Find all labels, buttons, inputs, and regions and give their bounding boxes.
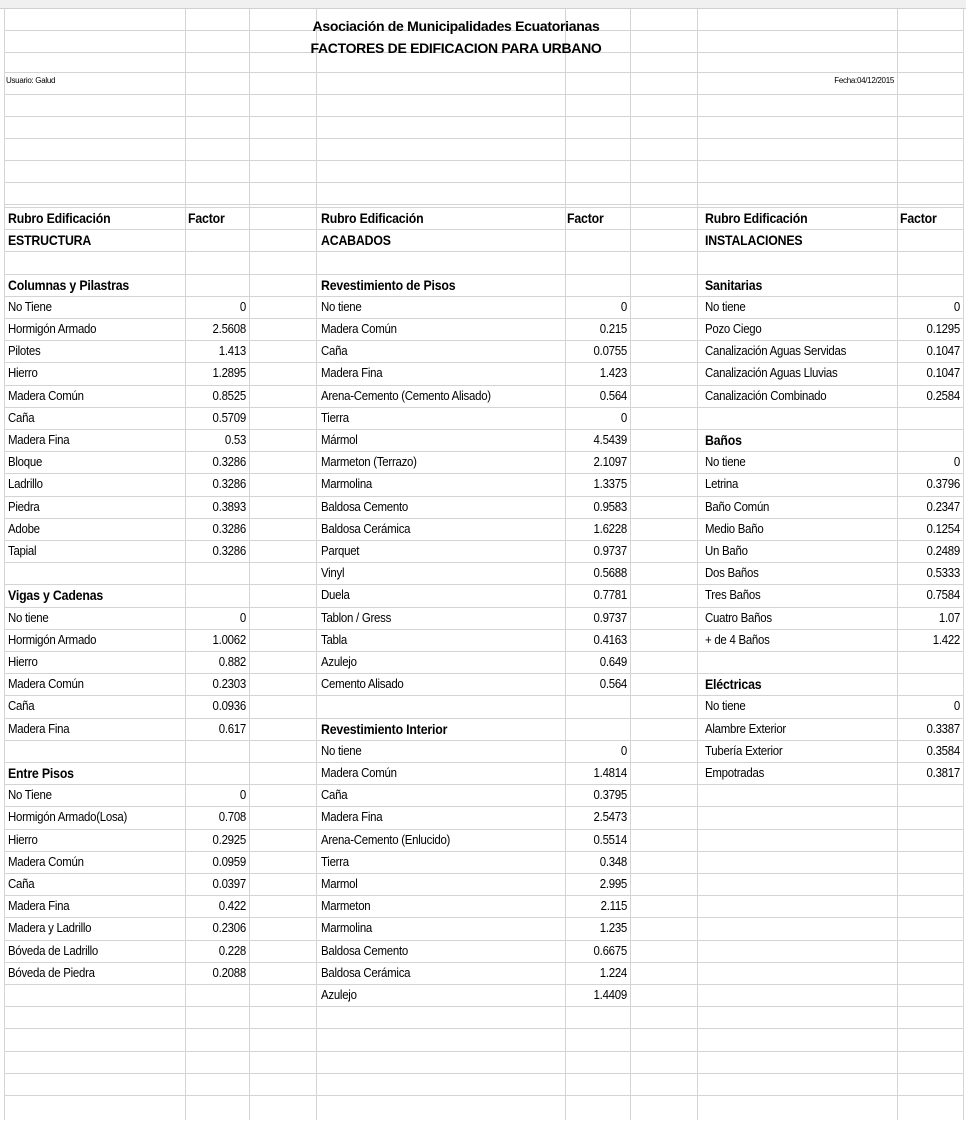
item-factor: 2.1097 — [593, 454, 627, 470]
grid-row-line — [4, 318, 963, 319]
item-factor: 0 — [953, 298, 960, 314]
grid-row-line — [4, 160, 963, 161]
item-label: Arena-Cemento (Enlucido) — [321, 831, 451, 847]
grid-row-line — [4, 562, 963, 563]
item-label: Pilotes — [8, 343, 41, 359]
grid-row-line — [4, 138, 963, 139]
item-label: Cemento Alisado — [321, 676, 404, 692]
grid-column-line — [185, 8, 186, 1120]
grid-row-line — [4, 1095, 963, 1096]
group-heading: Baños — [705, 432, 742, 448]
item-factor: 0.564 — [599, 387, 627, 403]
item-label: Hormigón Armado — [8, 631, 97, 647]
item-factor: 0.3796 — [926, 476, 960, 492]
item-label: Canalización Aguas Lluvias — [705, 365, 838, 381]
item-label: Dos Baños — [705, 565, 759, 581]
grid-row-line — [4, 695, 963, 696]
item-label: Bóveda de Ladrillo — [8, 942, 99, 958]
item-factor: 0.617 — [218, 720, 246, 736]
item-label: Canalización Combinado — [705, 387, 827, 403]
item-label: Hormigón Armado(Losa) — [8, 809, 128, 825]
item-label: Medio Baño — [705, 520, 764, 536]
item-label: No tiene — [321, 742, 362, 758]
grid-row-line — [4, 1006, 963, 1007]
item-label: Baldosa Cerámica — [321, 964, 411, 980]
grid-row-line — [4, 718, 963, 719]
grid-row-line — [4, 429, 963, 430]
grid-row-line — [4, 784, 963, 785]
item-label: Madera Común — [321, 321, 397, 336]
item-factor: 0 — [239, 787, 246, 803]
grid-row-line — [4, 917, 963, 918]
item-factor: 0.3795 — [593, 787, 627, 803]
item-factor: 0.7584 — [926, 587, 960, 603]
item-factor: 0.228 — [218, 942, 246, 958]
item-label: Ladrillo — [8, 476, 43, 492]
grid-row-line — [4, 940, 963, 941]
item-label: Madera Común — [8, 853, 84, 869]
item-factor: 0.9737 — [593, 543, 627, 558]
item-label: Tierra — [321, 409, 349, 425]
group-heading: Revestimiento Interior — [321, 720, 448, 737]
item-label: Madera Fina — [321, 809, 383, 825]
group-heading: Eléctricas — [705, 676, 762, 693]
item-factor: 0.5333 — [926, 565, 960, 581]
item-label: Mármol — [321, 432, 358, 447]
grid-row-line — [4, 629, 963, 630]
date-label: Fecha:04/12/2015 — [834, 76, 894, 85]
item-factor: 0 — [239, 298, 246, 314]
grid-row-line — [4, 829, 963, 830]
item-label: Vinyl — [321, 565, 345, 581]
item-label: Empotradas — [705, 765, 765, 780]
item-label: No tiene — [705, 454, 746, 470]
grid-row-line — [4, 762, 963, 763]
item-label: Hormigón Armado — [8, 321, 97, 336]
item-label: Madera Fina — [321, 365, 383, 381]
grid-row-line — [4, 496, 963, 497]
item-label: No tiene — [705, 298, 746, 314]
sheet-top-border — [0, 0, 966, 9]
grid-row-line — [4, 806, 963, 807]
item-factor: 0.0959 — [212, 853, 246, 869]
item-label: Caña — [8, 876, 35, 891]
grid-row-line — [4, 116, 963, 117]
item-factor: 0.0936 — [212, 698, 246, 714]
item-factor: 2.5473 — [593, 809, 627, 825]
item-label: Tierra — [321, 853, 349, 869]
item-label: Pozo Ciego — [705, 321, 762, 336]
grid-row-line — [4, 895, 963, 896]
grid-column-line — [897, 8, 898, 1120]
grid-row-line — [4, 607, 963, 608]
item-label: Bóveda de Piedra — [8, 964, 95, 980]
item-factor: 1.423 — [599, 365, 627, 381]
item-label: Tabla — [321, 631, 348, 647]
item-factor: 1.4409 — [593, 987, 627, 1002]
item-label: Baldosa Cemento — [321, 498, 408, 514]
category-heading: INSTALACIONES — [705, 232, 803, 249]
item-label: Caña — [8, 698, 35, 714]
grid-row-line — [4, 518, 963, 519]
item-factor: 0.215 — [599, 321, 627, 336]
item-factor: 0.1047 — [926, 343, 960, 359]
item-label: Madera Fina — [8, 720, 70, 736]
item-label: Piedra — [8, 498, 40, 514]
item-label: No Tiene — [8, 787, 52, 803]
column-header-rubro: Rubro Edificación — [8, 210, 111, 226]
item-factor: 0.3387 — [926, 720, 960, 736]
item-factor: 0.422 — [218, 898, 246, 914]
item-factor: 0.0397 — [212, 876, 246, 891]
item-label: Marmolina — [321, 476, 373, 492]
item-factor: 1.4814 — [593, 765, 627, 780]
column-header-factor: Factor — [567, 210, 604, 226]
item-label: Caña — [8, 409, 35, 425]
column-header-rubro: Rubro Edificación — [321, 210, 424, 226]
item-factor: 2.995 — [599, 876, 627, 891]
item-factor: 0.9737 — [593, 609, 627, 625]
item-factor: 0.649 — [599, 654, 627, 669]
grid-column-line — [697, 8, 698, 1120]
item-label: Hierro — [8, 365, 38, 381]
item-factor: 0.1047 — [926, 365, 960, 381]
item-label: Hierro — [8, 654, 38, 669]
grid-row-line — [4, 540, 963, 541]
item-label: Bloque — [8, 454, 43, 470]
item-factor: 0.3584 — [926, 742, 960, 758]
item-label: Caña — [321, 787, 348, 803]
item-factor: 1.0062 — [212, 631, 246, 647]
item-label: No tiene — [705, 698, 746, 714]
group-heading: Vigas y Cadenas — [8, 587, 104, 604]
grid-row-line — [4, 94, 963, 95]
item-factor: 0.2303 — [212, 676, 246, 692]
grid-row-line — [4, 851, 963, 852]
item-label: Hierro — [8, 831, 38, 847]
item-factor: 0.5514 — [593, 831, 627, 847]
grid-row-line — [4, 251, 963, 252]
grid-row-line — [4, 873, 963, 874]
item-label: No tiene — [321, 298, 362, 314]
item-factor: 0.0755 — [593, 343, 627, 359]
item-factor: 0 — [239, 609, 246, 625]
item-label: Letrina — [705, 476, 739, 492]
item-factor: 1.422 — [932, 631, 960, 647]
item-factor: 0.9583 — [593, 498, 627, 514]
grid-row-line — [4, 182, 963, 183]
grid-column-line — [630, 8, 631, 1120]
item-factor: 0.2584 — [926, 387, 960, 403]
grid-row-line — [4, 1028, 963, 1029]
item-label: Tapial — [8, 543, 37, 558]
grid-row-line — [4, 673, 963, 674]
report-subtitle: FACTORES DE EDIFICACION PARA URBANO — [310, 40, 602, 56]
category-heading: ESTRUCTURA — [8, 232, 92, 249]
grid-row-line — [4, 274, 963, 275]
grid-row-line — [4, 451, 963, 452]
item-factor: 0.2088 — [212, 964, 246, 980]
item-factor: 1.3375 — [593, 476, 627, 492]
item-factor: 1.413 — [218, 343, 246, 359]
user-label: Usuario: Galud — [6, 76, 56, 85]
group-heading: Columnas y Pilastras — [8, 276, 130, 293]
item-label: Madera Fina — [8, 898, 70, 914]
grid-row-line — [4, 651, 963, 652]
item-label: Un Baño — [705, 543, 748, 558]
grid-row-line — [4, 584, 963, 585]
group-heading: Sanitarias — [705, 276, 763, 293]
item-label: Caña — [321, 343, 348, 359]
grid-row-line — [4, 296, 963, 297]
item-factor: 0.564 — [599, 676, 627, 692]
item-label: Tablon / Gress — [321, 609, 392, 625]
item-label: Madera Fina — [8, 432, 70, 447]
item-factor: 0.1295 — [926, 321, 960, 336]
item-factor: 0.2925 — [212, 831, 246, 847]
item-label: No tiene — [8, 609, 49, 625]
item-label: Marmol — [321, 876, 358, 891]
item-factor: 0.708 — [218, 809, 246, 825]
item-factor: 0.5709 — [212, 409, 246, 425]
item-label: Duela — [321, 587, 350, 603]
grid-row-line — [4, 962, 963, 963]
item-label: Adobe — [8, 520, 40, 536]
item-factor: 1.2895 — [212, 365, 246, 381]
item-label: Azulejo — [321, 654, 357, 669]
item-factor: 0.882 — [218, 654, 246, 669]
item-factor: 0.3817 — [926, 765, 960, 780]
item-factor: 0.7781 — [593, 587, 627, 603]
item-factor: 2.5608 — [212, 321, 246, 336]
item-factor: 0.3286 — [212, 454, 246, 470]
item-factor: 2.115 — [600, 898, 627, 914]
item-factor: 0 — [620, 409, 627, 425]
item-label: Madera y Ladrillo — [8, 920, 92, 936]
item-factor: 1.6228 — [593, 520, 627, 536]
item-label: Baño Común — [705, 498, 770, 514]
item-label: Marmeton (Terrazo) — [321, 454, 417, 470]
column-header-factor: Factor — [900, 210, 937, 226]
item-factor: 4.5439 — [593, 432, 627, 447]
item-factor: 0.4163 — [593, 631, 627, 647]
item-factor: 0.3286 — [212, 520, 246, 536]
item-factor: 0.2306 — [212, 920, 246, 936]
grid-row-line — [4, 204, 963, 205]
report-title: Asociación de Municipalidades Ecuatorianas — [312, 18, 600, 34]
item-label: Marmolina — [321, 920, 373, 936]
item-label: Madera Común — [8, 387, 84, 403]
item-label: + de 4 Baños — [705, 631, 770, 647]
grid-column-line — [963, 8, 964, 1120]
item-factor: 0 — [620, 742, 627, 758]
grid-column-line — [316, 8, 317, 1120]
column-header-factor: Factor — [188, 210, 225, 226]
item-label: Tres Baños — [705, 587, 761, 603]
item-label: Canalización Aguas Servidas — [705, 343, 847, 359]
item-label: Alambre Exterior — [705, 720, 786, 736]
item-factor: 1.224 — [599, 964, 627, 980]
item-factor: 0.348 — [599, 853, 627, 869]
item-label: Baldosa Cemento — [321, 942, 408, 958]
grid-row-line — [4, 1051, 963, 1052]
grid-column-line — [565, 8, 566, 1120]
item-label: Madera Común — [8, 676, 84, 692]
item-factor: 0 — [620, 298, 627, 314]
item-label: Arena-Cemento (Cemento Alisado) — [321, 387, 491, 403]
item-factor: 0.2347 — [926, 498, 960, 514]
group-heading: Revestimiento de Pisos — [321, 276, 456, 293]
item-label: Parquet — [321, 543, 360, 558]
column-header-rubro: Rubro Edificación — [705, 210, 808, 226]
grid-row-line — [4, 229, 963, 230]
item-label: Baldosa Cerámica — [321, 520, 411, 536]
item-factor: 0.3286 — [212, 543, 246, 558]
item-factor: 1.235 — [599, 920, 627, 936]
item-factor: 0 — [953, 454, 960, 470]
category-heading: ACABADOS — [321, 232, 391, 249]
grid-row-line — [4, 1073, 963, 1074]
group-heading: Entre Pisos — [8, 765, 74, 781]
grid-row-line — [4, 984, 963, 985]
grid-column-line — [4, 8, 5, 1120]
item-label: Cuatro Baños — [705, 609, 772, 625]
grid-row-line — [4, 473, 963, 474]
item-factor: 0.53 — [224, 432, 246, 447]
item-label: No Tiene — [8, 298, 52, 314]
grid-row-line — [4, 407, 963, 408]
item-label: Madera Común — [321, 765, 397, 780]
item-factor: 0.3893 — [212, 498, 246, 514]
item-label: Marmeton — [321, 898, 371, 914]
item-factor: 0.2489 — [926, 543, 960, 558]
grid-row-line — [4, 72, 963, 73]
grid-column-line — [249, 8, 250, 1120]
item-factor: 0.5688 — [593, 565, 627, 581]
item-factor: 0.3286 — [212, 476, 246, 492]
item-label: Tubería Exterior — [705, 742, 783, 758]
grid-row-line — [4, 740, 963, 741]
item-factor: 0.8525 — [212, 387, 246, 403]
grid-row-line — [4, 207, 963, 208]
item-factor: 0.6675 — [593, 942, 627, 958]
item-label: Azulejo — [321, 987, 357, 1002]
item-factor: 0.1254 — [926, 520, 960, 536]
item-factor: 0 — [953, 698, 960, 714]
item-factor: 1.07 — [938, 609, 960, 625]
